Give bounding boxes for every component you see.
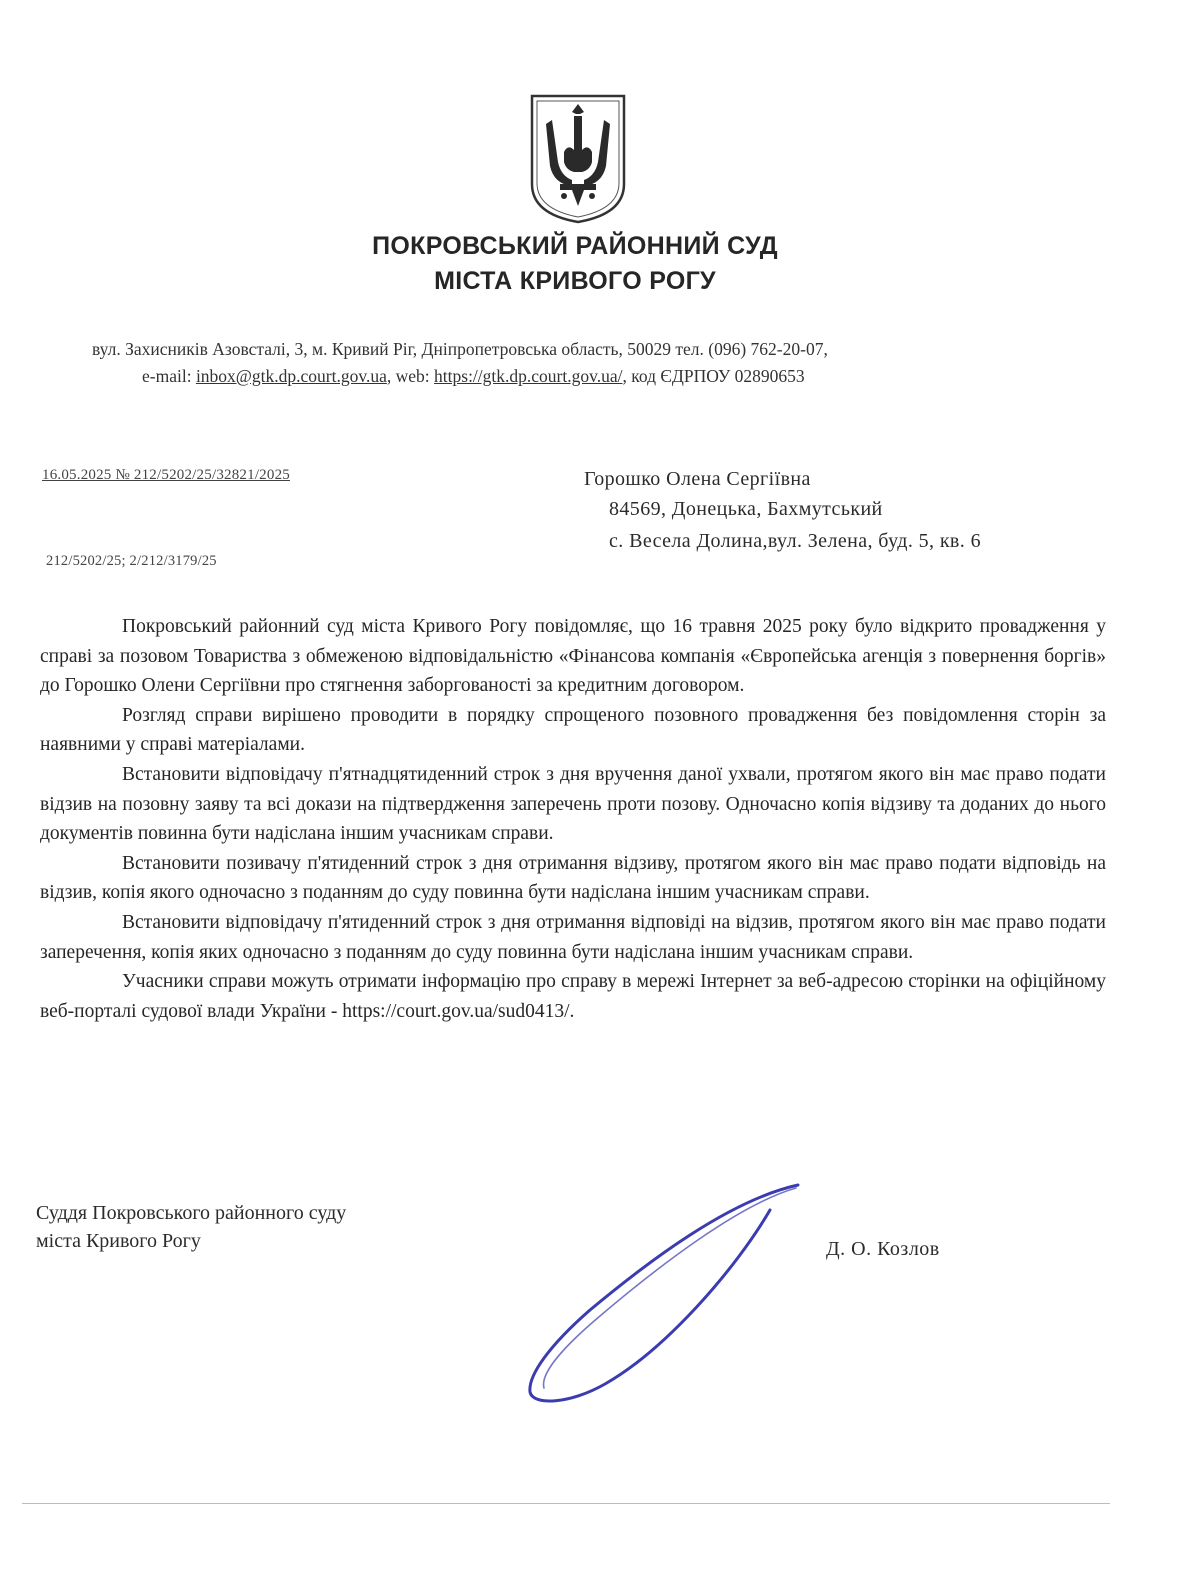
signer-position-line1: Суддя Покровського районного суду	[36, 1202, 347, 1224]
court-address: вул. Захисників Азовсталі, 3, м. Кривий Ріг, Дніпропетровська область, 50029 тел. (096) 762-20-07,	[92, 339, 828, 359]
recipient-name: Горошко Олена Сергіївна	[584, 468, 811, 490]
body-paragraph: Встановити відповідачу п'ятиденний строк з дня отримання відповіді на відзив, протягом якого він має право подати заперечення, копія яких одночасно з поданням до суду повинна бути надіслана іншим учасникам справи.	[40, 911, 1106, 963]
letter-body	[40, 612, 1106, 1026]
email-label: e-mail:	[142, 366, 196, 386]
coat-of-arms-icon	[528, 92, 628, 226]
signer-name: Д. О. Козлов	[826, 1238, 940, 1260]
web-link[interactable]: https://gtk.dp.court.gov.ua/	[434, 366, 623, 386]
court-name-line2: МІСТА КРИВОГО РОГУ	[434, 267, 716, 295]
bottom-divider	[22, 1503, 1110, 1504]
body-paragraph: Учасники справи можуть отримати інформацію про справу в мережі Інтернет за веб-адресою сторінки на офіційному веб-порталі судової влади України - https://court.gov.ua/sud0413/.	[40, 971, 1106, 1022]
web-label: , web:	[386, 366, 435, 386]
court-contacts	[142, 366, 805, 387]
outgoing-reference: 16.05.2025 № 212/5202/25/32821/2025	[42, 467, 290, 483]
recipient-address-line1: 84569, Донецька, Бахмутський	[609, 498, 883, 520]
email-link[interactable]: inbox@gtk.dp.court.gov.ua	[195, 366, 387, 386]
body-paragraph: Встановити відповідачу п'ятнадцятиденний строк з дня вручення даної ухвали, протягом якого він має право подати відзив на позовну заяву та всі докази на підтвердження заперечень проти позову. Одночасно копія відзиву та доданих до нього документів повинна бути надіслана іншим учасникам справи.	[40, 763, 1106, 845]
signer-position-line2: міста Кривого Рогу	[36, 1230, 201, 1252]
body-paragraph: Розгляд справи вирішено проводити в порядку спрощеного позовного провадження без повідомлення сторін за наявними у справі матеріалами.	[40, 704, 1106, 756]
handwritten-signature	[500, 1170, 820, 1420]
court-name-line1: ПОКРОВСЬКИЙ РАЙОННИЙ СУД	[372, 232, 778, 260]
body-paragraph: Покровський районний суд міста Кривого Рогу повідомляє, що 16 травня 2025 року було відкрито провадження у справі за позовом Товариства з обмеженою відповідальністю «Фінансова компанія «Європейська агенція з повернення боргів» до Горошко Олени Сергіївни про стягнення заборгованості за кредитним договором.	[40, 616, 1106, 697]
edrpou-code: , код ЄДРПОУ 02890653	[622, 366, 805, 386]
body-paragraph: Встановити позивачу п'ятиденний строк з дня отримання відзиву, протягом якого він має право подати відповідь на відзив, копія якого одночасно з поданням до суду повинна бути надіслана іншим учасникам справи.	[40, 852, 1106, 904]
recipient-address-line2: с. Весела Долина,вул. Зелена, буд. 5, кв. 6	[609, 530, 981, 552]
case-numbers: 212/5202/25; 2/212/3179/25	[46, 553, 217, 569]
